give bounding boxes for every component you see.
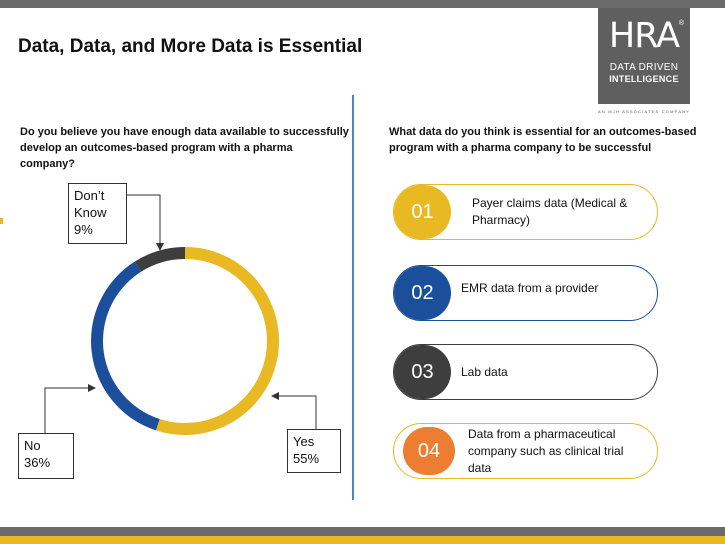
data-item-01-text: Payer claims data (Medical & Pharmacy) xyxy=(472,196,628,227)
callout-yes-label: Yes xyxy=(293,434,315,449)
callout-yes-pct: 55% xyxy=(293,451,320,466)
callout-no xyxy=(18,433,74,479)
leader-yes xyxy=(276,396,316,429)
leader-no xyxy=(45,388,90,433)
slice-no xyxy=(91,262,160,431)
data-item-04-text: Data from a pharmaceutical company such as clinical trial data xyxy=(468,426,624,475)
callout-dont-know-line1: Don’t xyxy=(74,188,105,203)
data-item-03 xyxy=(393,344,658,400)
data-item-01 xyxy=(393,184,658,240)
callout-dont-know xyxy=(68,183,127,244)
logo-tagline-1: DATA DRIVEN xyxy=(609,62,679,73)
data-item-02-number: 02 xyxy=(394,266,451,320)
callout-no-label: No xyxy=(24,438,41,453)
callout-no-pct: 36% xyxy=(24,455,51,470)
arrowhead-yes xyxy=(271,392,279,400)
arrowhead-no xyxy=(88,384,96,392)
slice-don-t-know xyxy=(135,247,185,272)
slice-yes xyxy=(156,247,279,435)
data-item-03-number: 03 xyxy=(394,345,451,399)
question-left: Do you believe you have enough data available to successfully develop an outcomes-based program with a pharma company? xyxy=(20,126,349,170)
data-item-03-text: Lab data xyxy=(461,364,508,379)
callout-dont-know-pct: 9% xyxy=(74,222,93,237)
data-item-04-number: 04 xyxy=(403,427,455,475)
question-right: What data do you think is essential for an outcomes-based program with a pharma company to be successful xyxy=(389,126,697,154)
callout-yes xyxy=(287,429,341,473)
data-item-02-text: EMR data from a provider xyxy=(461,281,599,295)
callout-dont-know-line2: Know xyxy=(74,205,107,220)
data-item-02 xyxy=(393,265,658,321)
donut-slices xyxy=(91,247,279,435)
slide-title: Data, Data, and More Data is Essential xyxy=(18,36,363,57)
data-item-01-number: 01 xyxy=(394,185,451,239)
logo-tagline-2: INTELLIGENCE xyxy=(609,74,679,84)
callout-arrowheads xyxy=(88,243,279,400)
logo-wordmark: HRA xyxy=(608,16,680,56)
logo-registered-mark: ® xyxy=(678,20,684,27)
logo-subtitle: AN MJH ASSOCIATES COMPANY xyxy=(597,109,691,114)
data-item-04 xyxy=(393,423,658,479)
leader-dont-know xyxy=(127,195,160,247)
